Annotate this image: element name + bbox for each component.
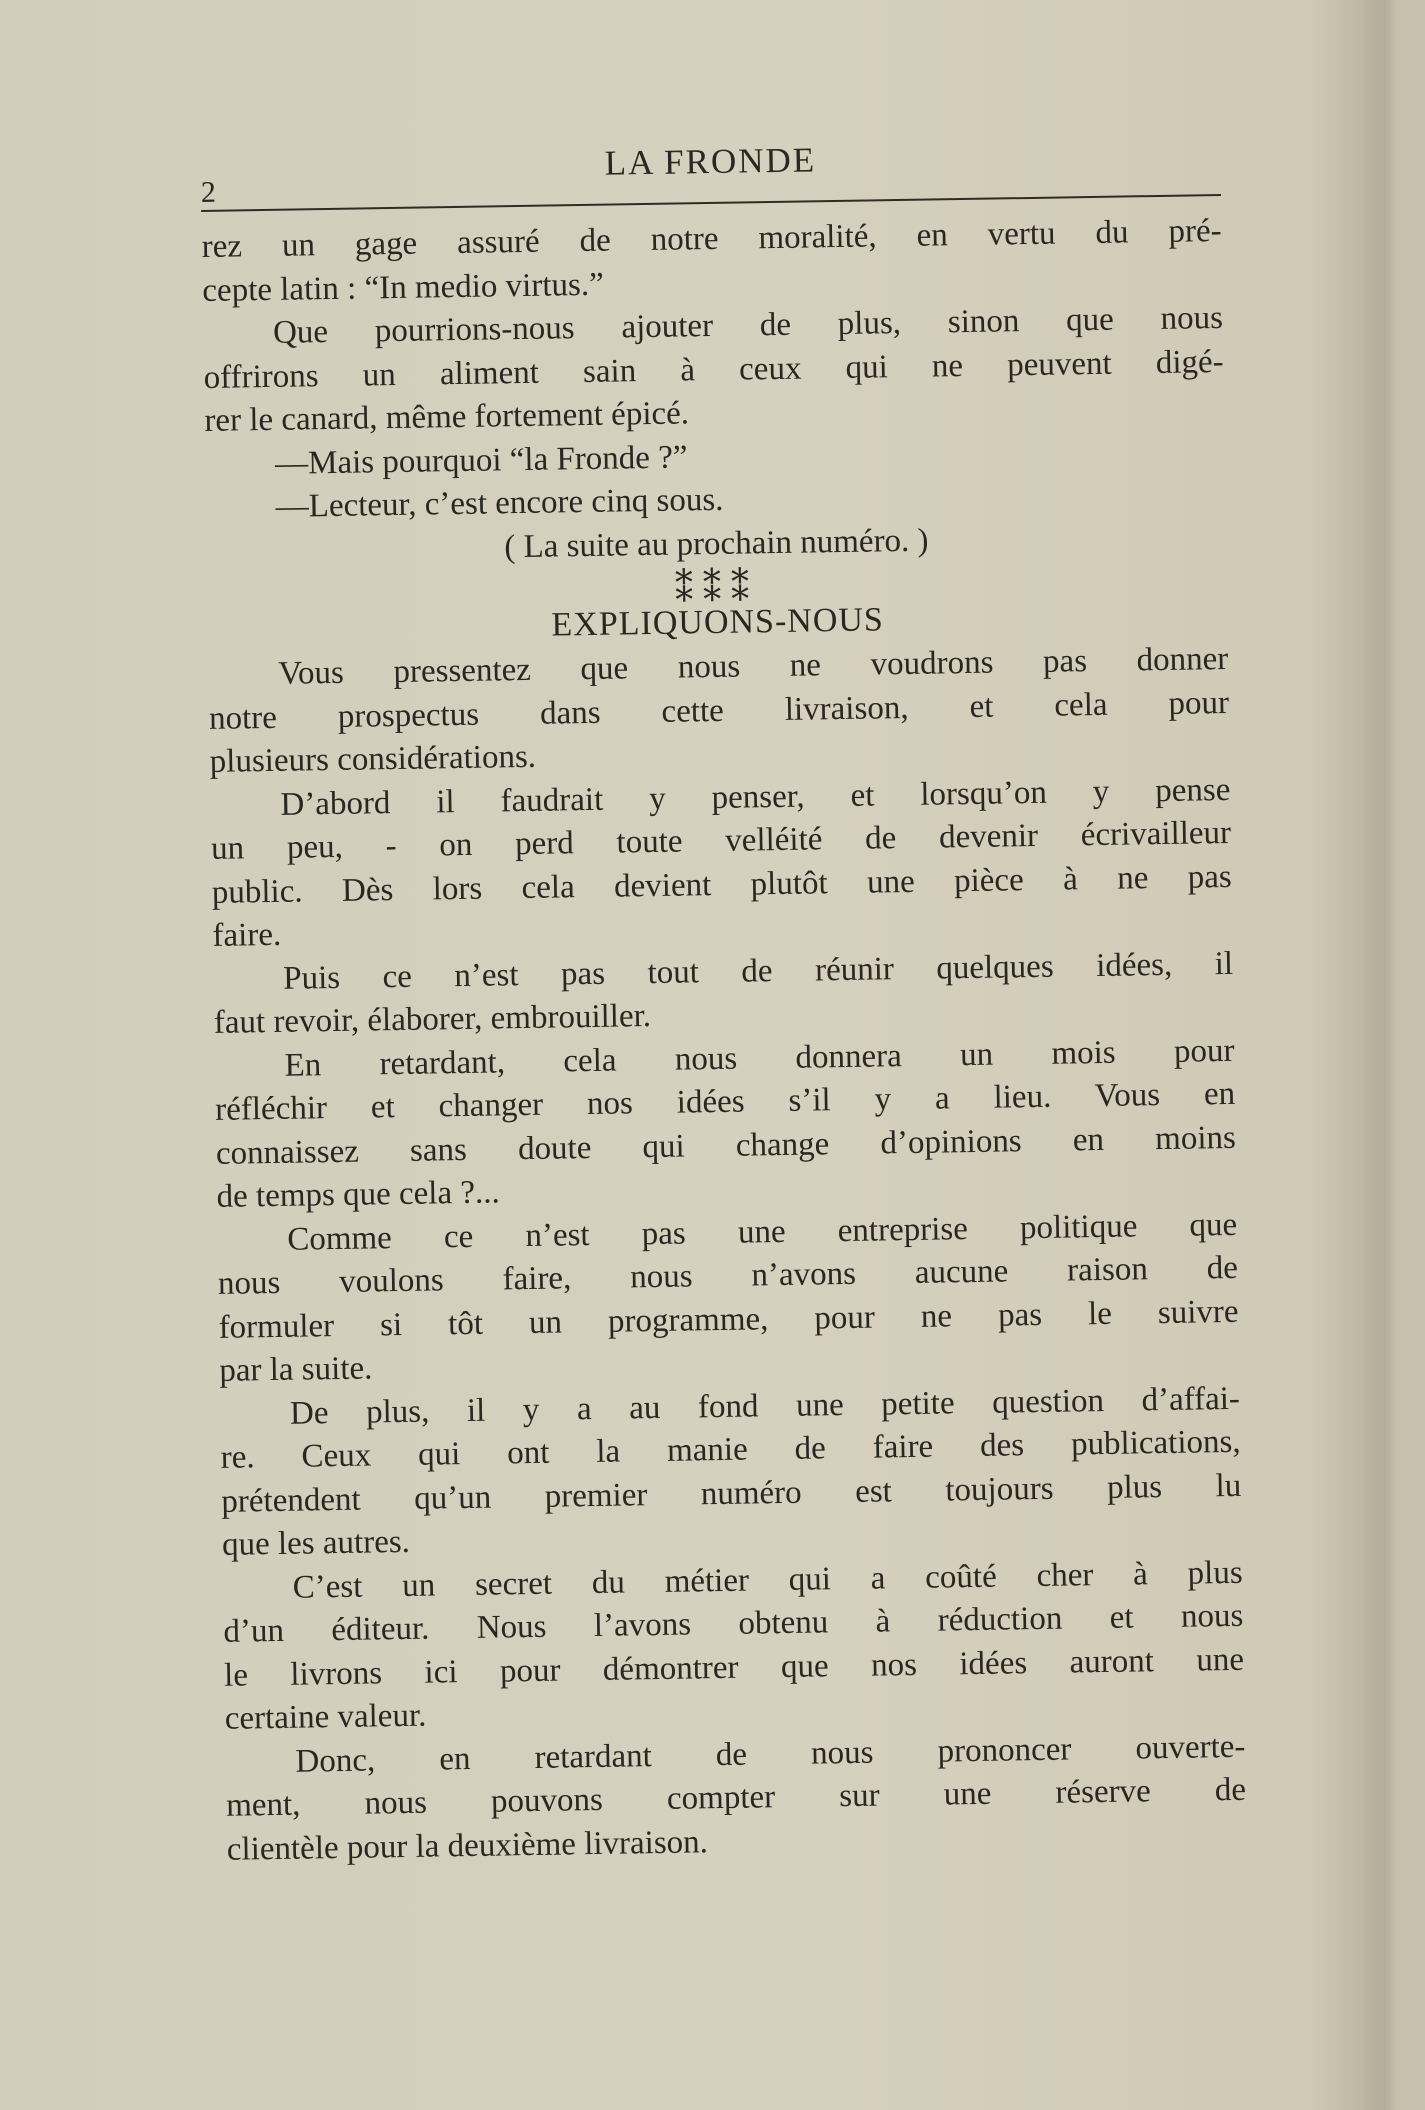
article-continuation [201,210,1226,574]
section-heading: EXPLIQUONS-NOUS [551,601,885,644]
text-line: Comme ce n’est pas une entreprise politique que [286,1206,1238,1258]
text-line: faut revoir, élaborer, embrouiller. [213,998,652,1041]
page-content [200,124,1247,1872]
text-line: C’est un secret du métier qui a coûté cher à plus [292,1554,1243,1606]
page-number: 2 [200,175,217,209]
text-line: notre prospectus dans cette livraison, et cela pour [208,684,1230,737]
text-line: un peu, - on perd toute velléité de devenir écrivailleur [210,814,1232,867]
text-line: Que pourrions-nous ajouter de plus, sinon que nous [272,299,1224,351]
text-line: Vous pressentez que nous ne voudrons pas donner [278,640,1229,692]
text-line: rez un gage assuré de notre moralité, en vertu du pré- [201,212,1222,265]
text-line: Donc, en retardant de nous prononcer ouverte- [295,1728,1246,1780]
text-line: Puis ce n’est pas tout de réunir quelques idées, il [282,945,1234,997]
text-line: D’abord il faudrait y penser, et lorsqu’on y pense [280,771,1231,823]
article-body [208,638,1247,1872]
journal-title: LA FRONDE [604,140,817,183]
text-line: prétendent qu’un premier numéro est toujours plus lu [221,1467,1242,1520]
text-line: par la suite. [219,1350,373,1389]
page-gutter-shadow [1363,0,1425,2110]
text-line: offrirons un aliment sain à ceux qui ne peuvent digé- [203,343,1224,396]
text-line: le livrons ici pour démontrer que nos idées auront une [223,1641,1245,1694]
text-line: nous voulons faire, nous n’avons aucune raison de [217,1249,1239,1302]
to-be-continued-note: ( La suite au prochain numéro. ) [504,522,929,565]
text-line: —Mais pourquoi “la Fronde ?” [274,438,688,482]
text-line: De plus, il y a au fond une petite question d’affai- [289,1380,1241,1432]
text-line: faire. [212,916,282,954]
text-line: clientèle pour la deuxième livraison. [226,1823,709,1868]
text-line: re. Ceux qui ont la manie de faire des publications, [220,1423,1241,1476]
text-line: connaissez sans doute qui change d’opinions en moins [215,1119,1237,1172]
text-line: de temps que cela ?... [216,1174,500,1215]
text-line: public. Dès lors cela devient plutôt une pièce à ne pas [211,858,1232,911]
text-line: certaine valeur. [224,1697,427,1737]
text-line: rer le canard, même fortement épicé. [204,395,690,439]
text-line: d’un éditeur. Nous l’avons obtenu à réduction et nous [223,1597,1244,1650]
text-line: réfléchir et changer nos idées s’il y a lieu. Vous en [214,1075,1236,1128]
text-line: —Lecteur, c’est encore cinq sous. [275,481,724,525]
section-separator: ⁑⁑⁑ [674,568,760,610]
text-line: En retardant, cela nous donnera un mois pour [284,1032,1235,1084]
text-line: ment, nous pouvons compter sur une réserve de [225,1771,1247,1824]
text-line: cepte latin : “In medio virtus.” [202,266,604,309]
text-line: plusieurs considérations. [209,738,537,780]
text-line: que les autres. [221,1523,411,1563]
text-line: formuler si tôt un programme, pour ne pas le suivre [218,1293,1239,1346]
